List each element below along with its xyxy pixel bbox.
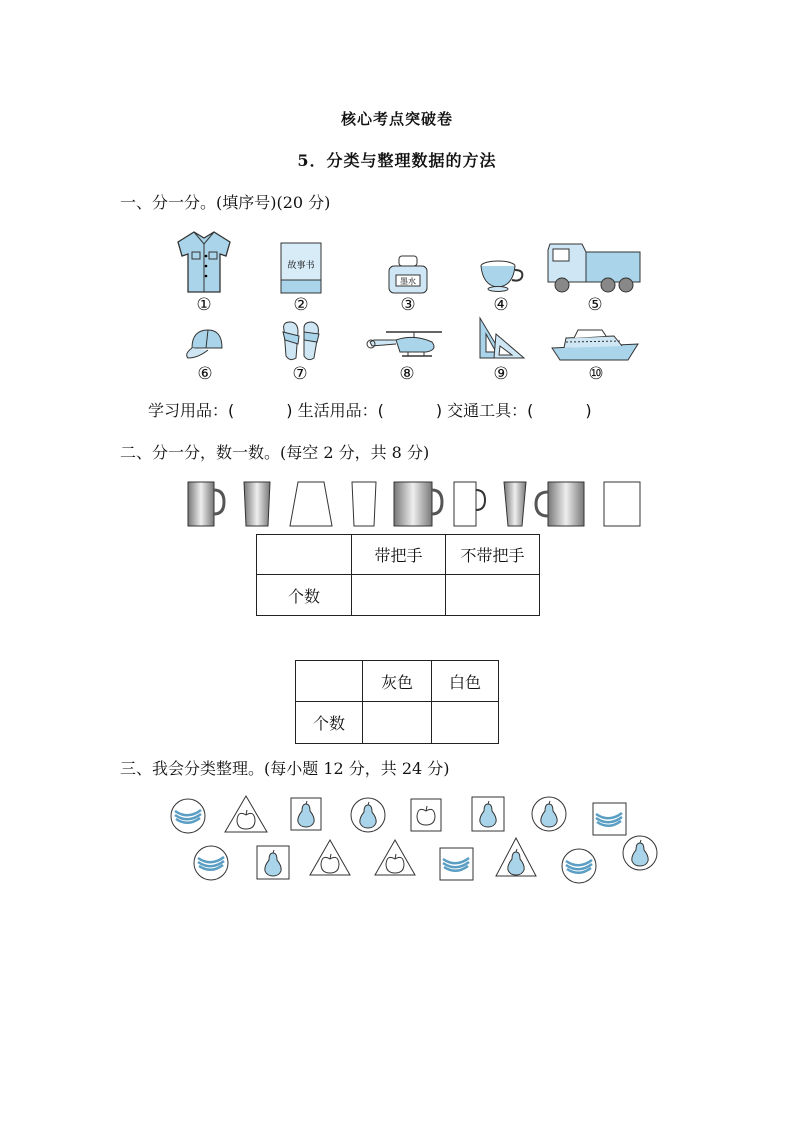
ship-icon bbox=[550, 326, 640, 362]
storybook-label: 故事书 bbox=[287, 261, 315, 271]
item-number: ⑨ bbox=[493, 364, 509, 384]
square-banana-icon bbox=[593, 803, 626, 835]
shapes-fruits-grid bbox=[168, 794, 668, 886]
square-apple-icon bbox=[411, 799, 441, 831]
gray-cup-icon bbox=[504, 482, 526, 526]
set-square-icon bbox=[474, 316, 526, 360]
answer-cell-without-handle[interactable] bbox=[446, 575, 540, 616]
white-cup-icon bbox=[604, 482, 640, 526]
column-header-with-handle: 带把手 bbox=[352, 535, 446, 575]
white-cup-with-handle-icon bbox=[454, 482, 485, 526]
column-header-white: 白色 bbox=[432, 661, 499, 702]
item-number: ⑩ bbox=[588, 364, 604, 384]
circle-pear-icon bbox=[351, 798, 385, 832]
helicopter-icon bbox=[366, 328, 444, 360]
white-cup-icon bbox=[352, 482, 376, 526]
color-table bbox=[295, 660, 499, 744]
answer-cell-with-handle[interactable] bbox=[352, 575, 446, 616]
shirt-icon bbox=[176, 230, 232, 294]
item-number: ② bbox=[293, 295, 309, 315]
triangle-pear-icon bbox=[496, 838, 536, 876]
study-supplies-label: 学习用品：( bbox=[148, 401, 235, 420]
item-number: ④ bbox=[493, 295, 509, 315]
table-corner bbox=[257, 535, 352, 575]
white-cup-icon bbox=[290, 482, 332, 526]
circle-banana-icon bbox=[171, 799, 205, 833]
circle-pear-icon bbox=[623, 836, 657, 870]
slippers-icon bbox=[278, 320, 322, 362]
square-pear-icon bbox=[291, 798, 321, 830]
gray-cup-icon bbox=[244, 482, 270, 526]
column-header-without-handle: 不带把手 bbox=[446, 535, 540, 575]
storybook-icon bbox=[280, 242, 322, 294]
truck-icon bbox=[546, 240, 642, 294]
daily-supplies-label: ) 生活用品：( bbox=[286, 401, 384, 420]
square-pear-icon bbox=[257, 846, 289, 879]
row-label-count: 个数 bbox=[296, 702, 363, 744]
circle-banana-icon bbox=[194, 846, 228, 880]
triangle-apple-icon bbox=[225, 796, 267, 832]
question-1-heading: 一、分一分。(填序号)(20 分) bbox=[120, 193, 331, 212]
table-corner bbox=[296, 661, 363, 702]
ink-bottle-icon bbox=[388, 254, 428, 294]
gray-cup-with-handle-icon bbox=[394, 482, 442, 526]
circle-banana-icon bbox=[562, 849, 596, 883]
handle-table bbox=[256, 534, 540, 616]
section-title: 5．分类与整理数据的方法 bbox=[297, 151, 497, 170]
square-pear-icon bbox=[472, 797, 504, 831]
item-number: ③ bbox=[400, 295, 416, 315]
triangle-apple-icon bbox=[310, 840, 350, 875]
item-number: ⑧ bbox=[399, 364, 415, 384]
gray-cup-with-handle-icon bbox=[536, 482, 584, 526]
question-2-heading: 二、分一分，数一数。(每空 2 分，共 8 分) bbox=[120, 443, 430, 462]
teacup-icon bbox=[478, 260, 526, 292]
close-paren: ) bbox=[585, 401, 592, 420]
ink-bottle-label: 墨水 bbox=[400, 277, 416, 286]
answer-cell-gray[interactable] bbox=[363, 702, 432, 744]
page-title: 核心考点突破卷 bbox=[340, 110, 453, 128]
answer-cell-white[interactable] bbox=[432, 702, 499, 744]
transport-label: ) 交通工具：( bbox=[435, 401, 534, 420]
column-header-gray: 灰色 bbox=[363, 661, 432, 702]
q1-fill-row bbox=[148, 398, 592, 421]
item-number: ⑥ bbox=[197, 364, 213, 384]
square-banana-icon bbox=[440, 848, 473, 880]
question-3-heading: 三、我会分类整理。(每小题 12 分，共 24 分) bbox=[120, 759, 450, 778]
gray-cup-with-handle-icon bbox=[188, 482, 224, 526]
circle-pear-icon bbox=[532, 797, 566, 831]
triangle-apple-icon bbox=[375, 840, 415, 875]
cups-row bbox=[180, 476, 650, 530]
item-number: ⑤ bbox=[587, 295, 603, 315]
cap-icon bbox=[182, 326, 228, 362]
item-number: ⑦ bbox=[292, 364, 308, 384]
item-number: ① bbox=[196, 295, 212, 315]
row-label-count: 个数 bbox=[257, 575, 352, 616]
